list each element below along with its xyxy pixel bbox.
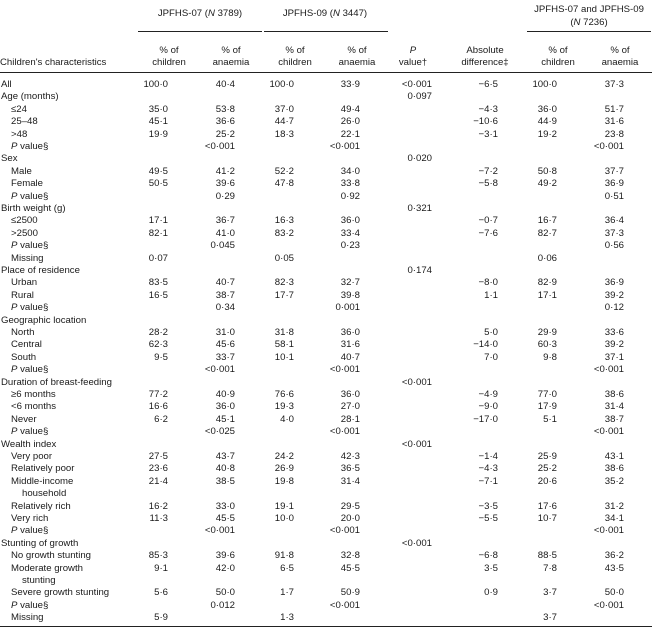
group-rule-jpfhs07 [138, 31, 262, 32]
cell-d: <0·001 [329, 364, 360, 376]
cell-b: 25·2 [215, 128, 235, 140]
cell-b: <0·001 [204, 141, 235, 152]
cell-f: 38·6 [604, 463, 624, 475]
row-label-pvalue: P value§ [11, 525, 49, 537]
header-rule [0, 72, 652, 73]
cell-b: <0·001 [204, 364, 235, 376]
cell-f: <0·001 [593, 364, 624, 376]
cell-diff: 1·1 [484, 289, 498, 301]
row-label: Female [11, 178, 43, 190]
cell-e: 60·3 [537, 339, 557, 351]
cell-c: 26·9 [274, 463, 294, 475]
cell-f: 36·4 [604, 215, 624, 227]
row-label: Sex [1, 153, 18, 165]
cell-a: 9·1 [154, 562, 168, 574]
cell-f: 34·1 [604, 513, 624, 524]
cell-d: 34·0 [340, 165, 360, 177]
row-label: Very poor [11, 451, 53, 462]
cell-c: 17·7 [274, 289, 294, 301]
cell-b: 39·6 [215, 550, 235, 562]
cell-b: 40·8 [215, 463, 235, 475]
cell-d: 0·92 [340, 190, 360, 202]
cell-a: 5·6 [154, 587, 168, 599]
cell-diff: −3·5 [478, 500, 498, 512]
cell-c: 16·3 [274, 215, 294, 227]
cell-e: 25·9 [537, 451, 557, 462]
cell-b: 40·7 [215, 277, 235, 289]
cell-e: 16·7 [537, 215, 557, 227]
cell-d: 36·5 [340, 463, 360, 475]
cell-a: 77·2 [148, 389, 168, 400]
cell-d: 0·001 [335, 302, 360, 314]
row-label: >48 [11, 128, 28, 140]
row-label: Duration of breast-feeding [1, 376, 112, 388]
cell-diff: −14·0 [473, 339, 498, 351]
cell-c: 4·0 [280, 413, 294, 425]
cell-a: 5·9 [154, 612, 168, 624]
cell-a: 16·2 [148, 500, 168, 512]
cell-diff: −4·3 [478, 103, 498, 115]
row-label: No growth stunting [11, 550, 91, 562]
cell-d: 40·7 [340, 351, 360, 363]
col-header-pct-children-07-line2: children [152, 57, 186, 68]
cell-f: 0·51 [604, 190, 624, 202]
cell-e: 3·7 [543, 587, 557, 599]
cell-diff: −8·0 [478, 277, 498, 289]
cell-a: 6·2 [154, 413, 168, 425]
row-label-pvalue: P value§ [11, 302, 49, 314]
cell-c: 18·3 [274, 128, 294, 140]
row-label: ≤2500 [11, 215, 38, 227]
cell-a: 17·1 [148, 215, 168, 227]
cell-b: 45·1 [215, 413, 235, 425]
cell-d: <0·001 [329, 525, 360, 537]
cell-diff: −9·0 [478, 401, 498, 413]
cell-c: 24·2 [274, 451, 294, 462]
cell-a: 9·5 [154, 351, 168, 363]
col-header-absdiff-line2: difference‡ [461, 57, 509, 68]
row-label: Central [11, 339, 42, 351]
cell-c: 100·0 [269, 79, 294, 90]
cell-d: 36·0 [340, 389, 360, 400]
cell-b: 43·7 [215, 451, 235, 462]
cell-p: 0·097 [407, 91, 432, 103]
row-label: <6 months [11, 401, 57, 413]
cell-f: 35·2 [604, 475, 624, 487]
col-header-absdiff-line1: Absolute [466, 45, 504, 56]
cell-a: 16·5 [148, 289, 168, 301]
cell-e: 25·2 [537, 463, 557, 475]
cell-p: 0·321 [407, 203, 432, 214]
cell-c: 19·3 [274, 401, 294, 413]
cell-b: 45·5 [215, 513, 235, 524]
cell-f: <0·001 [593, 525, 624, 537]
group-header-combined-line1: JPFHS-07 and JPFHS-09 [534, 4, 644, 15]
cell-f: 39·2 [604, 289, 624, 301]
cell-d: 33·8 [340, 178, 360, 190]
cell-d: <0·001 [329, 426, 360, 438]
cell-d: 0·23 [340, 240, 360, 252]
cell-diff: −0·7 [478, 215, 498, 227]
row-label: Moderate growth [11, 562, 83, 574]
cell-c: 58·1 [274, 339, 294, 351]
cell-c: 6·5 [280, 562, 294, 574]
cell-e: 10·7 [537, 513, 557, 524]
cell-a: 35·0 [148, 103, 168, 115]
cell-a: 0·07 [148, 252, 168, 264]
cell-e: 7·8 [543, 562, 557, 574]
cell-b: 41·0 [215, 227, 235, 239]
cell-e: 17·9 [537, 401, 557, 413]
cell-b: 45·6 [215, 339, 235, 351]
cell-e: 0·06 [537, 252, 557, 264]
row-label: Relatively poor [11, 463, 75, 475]
cell-d: 32·8 [340, 550, 360, 562]
col-header-pct-anaemia-09-line2: anaemia [338, 57, 376, 68]
cell-c: 10·0 [274, 513, 294, 524]
cell-b: 33·7 [215, 351, 235, 363]
col-header-pct-anaemia-all-line2: anaemia [601, 57, 639, 68]
cell-b: <0·001 [204, 525, 235, 537]
cell-c: 83·2 [274, 227, 294, 239]
cell-c: 37·0 [274, 103, 294, 115]
cell-c: 47·8 [274, 178, 294, 190]
cell-diff: 0·9 [484, 587, 498, 599]
cell-f: 31·4 [604, 401, 624, 413]
cell-d: 29·5 [340, 500, 360, 512]
row-label-pvalue: P value§ [11, 599, 49, 611]
cell-b: 50·0 [215, 587, 235, 599]
col-header-pct-children-all-line1: % of [548, 45, 568, 56]
cell-diff: −6·8 [478, 550, 498, 562]
cell-f: 39·2 [604, 339, 624, 351]
row-label: Stunting of growth [1, 537, 79, 549]
cell-f: 36·2 [604, 550, 624, 562]
row-label: Male [11, 165, 32, 177]
group-header-combined-line2: (N 7236) [570, 17, 608, 28]
group-header-jpfhs07: JPFHS-07 (N 3789) [157, 8, 243, 19]
cell-d: 20·0 [340, 513, 360, 524]
cell-a: 16·6 [148, 401, 168, 413]
cell-diff: −7·2 [478, 165, 498, 177]
cell-e: 9·8 [543, 351, 557, 363]
col-header-pvalue-line2: value† [398, 57, 428, 68]
cell-e: 36·0 [537, 103, 557, 115]
row-label: Geographic location [1, 314, 87, 326]
row-label: household [22, 488, 67, 500]
cell-f: 37·3 [604, 227, 624, 239]
cell-d: 39·8 [340, 289, 360, 301]
cell-c: 19·1 [274, 500, 294, 512]
cell-e: 44·9 [537, 116, 557, 128]
row-label: North [11, 327, 35, 338]
cell-diff: −6·5 [478, 79, 498, 90]
cell-c: 10·1 [274, 351, 294, 363]
cell-a: 23·6 [148, 463, 168, 475]
row-label: Wealth index [1, 438, 57, 450]
cell-d: 33·4 [340, 227, 360, 239]
cell-d: 26·0 [340, 116, 360, 128]
cell-b: 38·7 [215, 289, 235, 301]
cell-p: 0·174 [407, 265, 432, 276]
cell-diff: −7·1 [478, 475, 498, 487]
cell-diff: −1·4 [478, 451, 498, 462]
cell-d: 32·7 [340, 277, 360, 289]
cell-d: 33·9 [340, 79, 360, 90]
group-header-jpfhs09: JPFHS-09 (N 3447) [282, 8, 368, 19]
cell-b: 41·2 [215, 165, 235, 177]
cell-c: 1·7 [280, 587, 294, 599]
row-label: Urban [11, 277, 38, 289]
cell-c: 31·8 [274, 327, 294, 338]
cell-b: 36·7 [215, 215, 235, 227]
row-label: Severe growth stunting [11, 587, 110, 599]
cell-d: 36·0 [340, 327, 360, 338]
row-label: Age (months) [1, 91, 59, 103]
col-header-pct-anaemia-all-line1: % of [610, 45, 630, 56]
cell-a: 100·0 [143, 79, 168, 90]
cell-c: 0·05 [274, 252, 294, 264]
cell-a: 21·4 [148, 475, 168, 487]
cell-b: 36·6 [215, 116, 235, 128]
bottom-rule [0, 626, 652, 627]
cell-b: 38·5 [215, 475, 235, 487]
cell-b: 40·4 [215, 79, 235, 90]
cell-e: 20·6 [537, 475, 557, 487]
cell-c: 91·8 [274, 550, 294, 562]
col-header-pct-anaemia-07-line1: % of [221, 45, 241, 56]
cell-d: <0·001 [329, 599, 360, 611]
row-label-pvalue: P value§ [11, 426, 49, 438]
cell-a: 83·5 [148, 277, 168, 289]
cell-d: 49·4 [340, 103, 360, 115]
cell-c: 44·7 [274, 116, 294, 128]
col-header-pct-children-07-line1: % of [159, 45, 179, 56]
row-label: South [11, 351, 37, 363]
row-label-pvalue: P value§ [11, 141, 49, 152]
cell-e: 19·2 [537, 128, 557, 140]
cell-f: 0·56 [604, 240, 624, 252]
cell-diff: −5·5 [478, 513, 498, 524]
cell-f: 51·7 [604, 103, 624, 115]
cell-e: 29·9 [537, 327, 557, 338]
cell-diff: 7·0 [484, 351, 498, 363]
cell-d: 50·9 [340, 587, 360, 599]
row-label: Very rich [11, 513, 49, 524]
cell-b: 0·29 [215, 190, 235, 202]
row-label: stunting [22, 575, 56, 586]
cell-f: 0·12 [604, 302, 624, 314]
cell-f: <0·001 [593, 141, 624, 152]
cell-diff: −10·6 [473, 116, 498, 128]
cell-e: 82·9 [537, 277, 557, 289]
col-header-pct-children-all-line2: children [541, 57, 575, 68]
cell-f: 37·1 [604, 351, 624, 363]
cell-d: 45·5 [340, 562, 360, 574]
cell-a: 49·5 [148, 165, 168, 177]
cell-e: 100·0 [532, 79, 557, 90]
col-header-characteristics: Children's characteristics [0, 57, 107, 68]
cell-p: <0·001 [401, 438, 432, 450]
cell-f: 36·9 [604, 178, 624, 190]
cell-b: 0·045 [210, 240, 235, 252]
row-label: Place of residence [1, 265, 80, 276]
row-label: Middle-income [11, 475, 74, 487]
cell-p: <0·001 [401, 79, 432, 90]
row-label: Birth weight (g) [1, 203, 66, 214]
cell-d: 27·0 [340, 401, 360, 413]
cell-b: 33·0 [215, 500, 235, 512]
cell-f: 43·1 [604, 451, 624, 462]
cell-diff: −4·9 [478, 389, 498, 400]
cell-b: 0·34 [215, 302, 235, 314]
cell-a: 62·3 [148, 339, 168, 351]
cell-d: 28·1 [340, 413, 360, 425]
cell-diff: −17·0 [473, 413, 498, 425]
row-label-pvalue: P value§ [11, 364, 49, 376]
cell-a: 45·1 [148, 116, 168, 128]
cell-e: 17·1 [537, 289, 557, 301]
cell-b: 42·0 [215, 562, 235, 574]
cell-e: 82·7 [537, 227, 557, 239]
cell-d: 42·3 [340, 451, 360, 462]
cell-c: 52·2 [274, 165, 294, 177]
cell-diff: −5·8 [478, 178, 498, 190]
cell-a: 19·9 [148, 128, 168, 140]
cell-a: 50·5 [148, 178, 168, 190]
cell-b: 40·9 [215, 389, 235, 400]
cell-diff: −4·3 [478, 463, 498, 475]
cell-a: 11·3 [149, 513, 168, 524]
cell-p: <0·001 [401, 376, 432, 388]
col-header-pct-anaemia-09-line1: % of [347, 45, 367, 56]
cell-b: 53·8 [215, 103, 235, 115]
cell-e: 50·8 [537, 165, 557, 177]
cell-f: 43·5 [604, 562, 624, 574]
cell-b: <0·025 [204, 426, 235, 438]
cell-e: 17·6 [537, 500, 557, 512]
cell-e: 49·2 [537, 178, 557, 190]
col-header-pct-children-09-line2: children [278, 57, 312, 68]
cell-f: 31·2 [604, 500, 624, 512]
cell-diff: 3·5 [484, 562, 498, 574]
cell-diff: −7·6 [478, 227, 498, 239]
row-label: ≥6 months [11, 389, 56, 400]
cell-a: 27·5 [148, 451, 168, 462]
cell-f: 38·7 [604, 413, 624, 425]
cell-diff: 5·0 [484, 327, 498, 338]
cell-b: 36·0 [215, 401, 235, 413]
row-label-pvalue: P value§ [11, 240, 49, 252]
cell-f: 23·8 [604, 128, 624, 140]
col-header-pvalue-line1: P [409, 45, 417, 56]
cell-d: 36·0 [340, 215, 360, 227]
cell-e: 77·0 [537, 389, 557, 400]
cell-f: <0·001 [593, 599, 624, 611]
cell-d: 31·6 [340, 339, 360, 351]
cell-a: 82·1 [148, 227, 168, 239]
cell-f: 50·0 [604, 587, 624, 599]
cell-p: <0·001 [401, 537, 432, 549]
cell-f: 38·6 [604, 389, 624, 400]
row-label: All [1, 79, 12, 90]
row-label-pvalue: P value§ [11, 190, 49, 202]
row-label: Missing [11, 252, 44, 264]
cell-diff: −3·1 [478, 128, 498, 140]
cell-p: 0·020 [407, 153, 432, 165]
cell-e: 3·7 [543, 612, 557, 624]
cell-f: 36·9 [604, 277, 624, 289]
cell-f: <0·001 [593, 426, 624, 438]
cell-d: 31·4 [340, 475, 360, 487]
cell-d: <0·001 [329, 141, 360, 152]
cell-a: 28·2 [148, 327, 168, 338]
cell-b: 0·012 [210, 599, 235, 611]
cell-f: 31·6 [604, 116, 624, 128]
cell-c: 76·6 [274, 389, 294, 400]
cell-b: 31·0 [215, 327, 235, 338]
cell-a: 85·3 [148, 550, 168, 562]
cell-e: 88·5 [537, 550, 557, 562]
cell-c: 1·3 [280, 612, 294, 624]
cell-c: 82·3 [274, 277, 294, 289]
cell-b: 39·6 [215, 178, 235, 190]
group-rule-jpfhs09 [264, 31, 388, 32]
row-label: ≤24 [11, 103, 27, 115]
row-label: Missing [11, 612, 44, 624]
cell-d: 22·1 [340, 128, 360, 140]
group-rule-combined [527, 31, 651, 32]
row-label: Rural [11, 289, 34, 301]
col-header-pct-children-09-line1: % of [285, 45, 305, 56]
row-label: >2500 [11, 227, 38, 239]
cell-f: 37·7 [604, 165, 624, 177]
cell-f: 33·6 [604, 327, 624, 338]
row-label: Relatively rich [11, 500, 71, 512]
row-label: 25–48 [11, 116, 38, 128]
row-label: Never [11, 413, 37, 425]
col-header-pct-anaemia-07-line2: anaemia [212, 57, 250, 68]
cell-c: 19·8 [274, 475, 294, 487]
cell-f: 37·3 [604, 79, 624, 90]
cell-e: 5·1 [543, 413, 557, 425]
